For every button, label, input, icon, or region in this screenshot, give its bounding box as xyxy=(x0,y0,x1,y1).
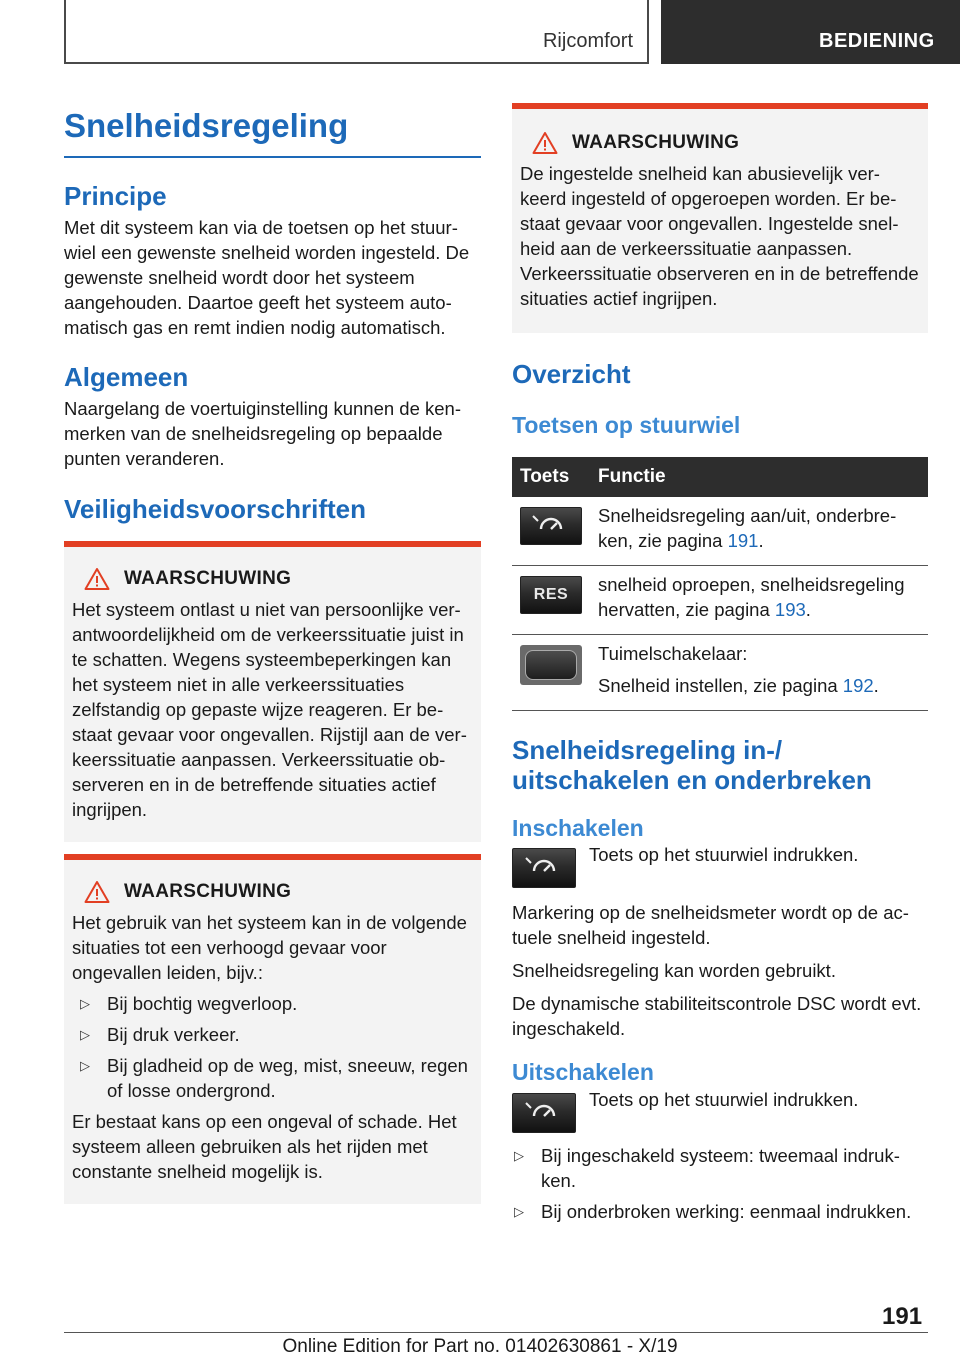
header-chapter-box xyxy=(661,0,960,64)
warning-box-3 xyxy=(512,103,928,333)
uitschakelen-heading: Uitschakelen xyxy=(512,1059,654,1086)
bullet-triangle-icon: ▷ xyxy=(514,1203,524,1219)
page-link[interactable]: 191 xyxy=(727,529,759,551)
inschakelen-p2: Snelheidsregeling kan worden gebruikt. xyxy=(512,960,836,982)
warning-triangle-icon xyxy=(84,880,110,904)
principe-heading: Principe xyxy=(64,180,167,211)
warning-box-2 xyxy=(64,854,481,1204)
bullet-triangle-icon: ▷ xyxy=(514,1147,524,1163)
warning-triangle-icon xyxy=(84,567,110,591)
bullet-triangle-icon: ▷ xyxy=(80,1027,90,1043)
warning-title: WAARSCHUWING xyxy=(572,132,740,153)
list-item: ▷ Bij gladheid op de weg, mist, sneeuw, regen of losse ondergrond. xyxy=(80,1055,468,1102)
list-item: ▷ Bij bochtig wegverloop. xyxy=(80,993,298,1015)
footer-edition: Online Edition for Part no. 01402630861 - X/19 xyxy=(282,1336,678,1357)
keys-table xyxy=(512,457,928,711)
page-number: 191 xyxy=(882,1303,923,1330)
uitschakelen-press: Toets op het stuurwiel indrukken. xyxy=(589,1088,859,1110)
footer-rule xyxy=(64,1332,928,1333)
header-section: Rijcomfort xyxy=(542,30,633,52)
inschakelen-p3: De dynamische stabiliteitscontrole DSC wordt evt. ingeschakeld. xyxy=(512,993,922,1040)
rocker-switch-icon xyxy=(520,645,582,685)
table-row: RES snelheid oproepen, snelheidsregeling hervatten, zie pagina 193. xyxy=(512,565,928,634)
warning-outro: Er bestaat kans op een ongeval of schade. Het systeem alleen gebruiken als het rijden met constante snelheid mogelijk is. xyxy=(72,1111,457,1183)
cruise-control-button-icon xyxy=(512,1093,576,1133)
header-chapter: BEDIENING xyxy=(819,30,935,52)
table-row: Snelheidsregeling aan/uit, onderbreken, zie pagina 191. xyxy=(512,497,928,566)
bullet-triangle-icon: ▷ xyxy=(80,1058,90,1074)
warning-list xyxy=(72,991,473,1103)
warning-box-1 xyxy=(64,541,481,842)
inschakelen-heading: Inschakelen xyxy=(512,814,644,841)
algemeen-heading: Algemeen xyxy=(64,361,189,392)
overzicht-heading: Overzicht xyxy=(512,359,631,389)
bullet-triangle-icon: ▷ xyxy=(80,996,90,1012)
veiligheid-heading: Veiligheidsvoorschriften xyxy=(64,493,366,524)
page-title: Snelheidsregeling xyxy=(64,107,349,144)
warning-triangle-icon xyxy=(532,131,558,155)
title-rule xyxy=(64,156,481,158)
res-button-icon: RES xyxy=(520,576,582,614)
list-item: ▷ Bij onderbroken werking: eenmaal indrukken. xyxy=(514,1200,912,1222)
uitschakelen-list xyxy=(512,1143,928,1224)
cruise-control-button-icon xyxy=(520,507,582,545)
table-header-row xyxy=(512,457,928,497)
inschakelen-p1: Markering op de snelheidsmeter wordt op de actuele snelheid ingesteld. xyxy=(512,902,909,949)
inuit-heading: Snelheidsregeling in-/ uitschakelen en onderbreken xyxy=(512,734,872,795)
warning-intro: Het gebruik van het systeem kan in de volgende situaties tot een verhoogd gevaar voor ongevallen leiden, bijv.: xyxy=(72,912,467,984)
table-header-function: Functie xyxy=(590,457,928,497)
warning-title: WAARSCHUWING xyxy=(124,881,292,903)
warning-title: WAARSCHUWING xyxy=(124,568,292,590)
page-link[interactable]: 193 xyxy=(774,598,806,620)
table-header-key: Toets xyxy=(512,457,590,497)
list-item: ▷ Bij druk verkeer. xyxy=(80,1024,240,1046)
warning-text: Het systeem ontlast u niet van persoonlijke verantwoordelijkheid om de verkeerssituatie juist in te schatten. Wegens systeembeperkingen kan het systeem niet in alle verkeerssituaties zelfstandig op gepaste wijze reageren. Er bestaat gevaar voor ongevallen. Rijstijl aan de verkeerssituatie aanpassen. Verkeerssituatie observeren en in de betreffende situaties actief ingrijpen. xyxy=(72,599,467,821)
inschakelen-press: Toets op het stuurwiel indrukken. xyxy=(589,844,859,866)
cruise-control-button-icon xyxy=(512,848,576,888)
left-column xyxy=(64,100,481,1204)
algemeen-text: Naargelang de voertuiginstelling kunnen de kenmerken van de snelheidsregeling op bepaalde punten veranderen. xyxy=(64,397,462,469)
page-link[interactable]: 192 xyxy=(842,674,874,696)
right-column xyxy=(512,103,928,1230)
warning-text: De ingestelde snelheid kan abusievelijk verkeerd ingesteld of opgeroepen worden. Er bestaat gevaar voor ongevallen. Ingestelde snelheid aan de verkeerssituatie aanpassen. Verkeerssituatie observeren en in de betreffende situaties actief ingrijpen. xyxy=(520,163,919,309)
toetsen-heading: Toetsen op stuurwiel xyxy=(512,412,741,439)
list-item: ▷ Bij ingeschakeld systeem: tweemaal indrukken. xyxy=(514,1144,900,1191)
header-section-box xyxy=(64,0,649,64)
principe-text: Met dit systeem kan via de toetsen op het stuurwiel een gewenste snelheid worden ingesteld. De gewenste snelheid wordt door het systeem aangehouden. Daartoe geeft het systeem automatisch gas en remt indien nodig automatisch. xyxy=(64,216,470,338)
table-row: Tuimelschakelaar: Snelheid instellen, zie pagina 192. xyxy=(512,634,928,710)
